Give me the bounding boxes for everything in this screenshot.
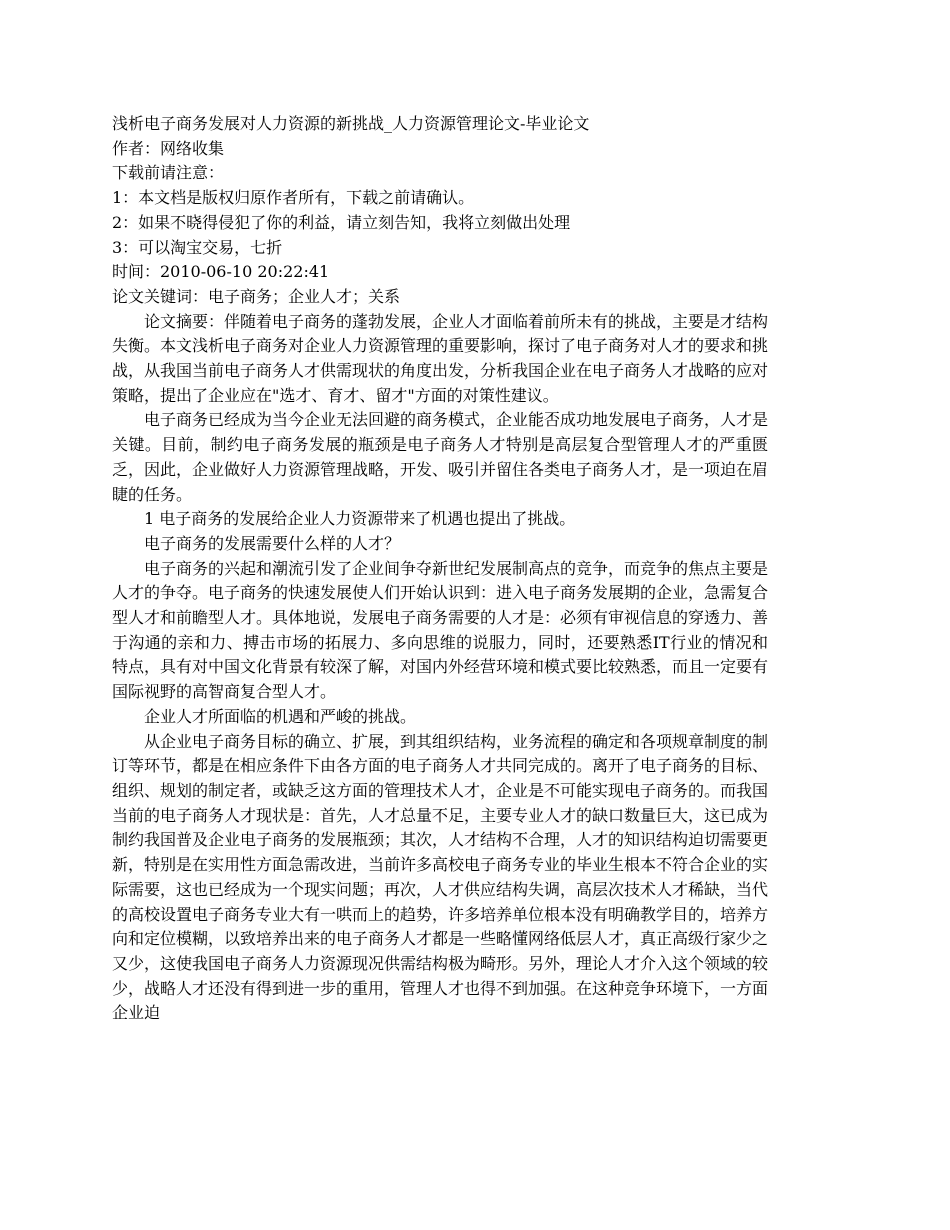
notice-item: 2：如果不晓得侵犯了你的利益，请立刻告知，我将立刻做出处理	[112, 212, 571, 232]
body-paragraph: 电子商务已经成为当今企业无法回避的商务模式，企业能否成功地发展电子商务，人才是关键。目前，制约电子商务发展的瓶颈是电子商务人才特别是高层复合型管理人才的严重匮乏，因此，企业做好人力资源管理战略，开发、吸引并留住各类电子商务人才，是一项迫在眉睫的任务。	[112, 410, 769, 504]
keywords-line: 论文关键词：电子商务；企业人才；关系	[112, 286, 401, 306]
abstract-paragraph: 论文摘要：伴随着电子商务的蓬勃发展，企业人才面临着前所未有的挑战，主要是才结构失衡。本文浅析电子商务对企业人力资源管理的重要影响，探讨了电子商务对人才的要求和挑战，从我国当前电子商务人才供需现状的角度出发，分析我国企业在电子商务人才战略的应对策略，提出了企业应在"选才、育才、留才"方面的对策性建议。	[112, 311, 769, 405]
subsection-heading: 电子商务的发展需要什么样的人才？	[144, 533, 401, 553]
document-page	[112, 112, 768, 1026]
notice-item: 3：可以淘宝交易，七折	[112, 237, 283, 257]
notice-item: 1：本文档是版权归原作者所有，下载之前请确认。	[112, 188, 475, 208]
body-paragraph: 电子商务的兴起和潮流引发了企业间争夺新世纪发展制高点的竞争，而竞争的焦点主要是人才的争夺。电子商务的快速发展使人们开始认识到：进入电子商务发展期的企业，急需复合型人才和前瞻型人才。具体地说，发展电子商务需要的人才是：必须有审视信息的穿透力、善于沟通的亲和力、搏击市场的拓展力、多向思维的说服力，同时，还要熟悉IT行业的情况和特点，具有对中国文化背景有较深了解，对国内外经营环境和模式要比较熟悉，而且一定要有国际视野的高智商复合型人才。	[112, 558, 769, 702]
document-title: 浅析电子商务发展对人力资源的新挑战_人力资源管理论文-毕业论文	[112, 114, 590, 133]
body-paragraph: 从企业电子商务目标的确立、扩展，到其组织结构，业务流程的确定和各项规章制度的制订等环节，都是在相应条件下由各方面的电子商务人才共同完成的。离开了电子商务的目标、组织、规划的制定者，或缺乏这方面的管理技术人才，企业是不可能实现电子商务的。而我国当前的电子商务人才现状是：首先，人才总量不足，主要专业人才的缺口数量巨大，这已成为制约我国普及企业电子商务的发展瓶颈；其次，人才结构不合理，人才的知识结构迫切需要更新，特别是在实用性方面急需改进，当前许多高校电子商务专业的毕业生根本不符合企业的实际需要，这也已经成为一个现实问题；再次，人才供应结构失调，高层次技术人才稀缺，当代的高校设置电子商务专业大有一哄而上的趋势，许多培养单位根本没有明确教学目的，培养方向和定位模糊，以致培养出来的电子商务人才都是一些略懂网络低层人才，真正高级行家少之又少，这使我国电子商务人力资源现况供需结构极为畸形。另外，理论人才介入这个领域的较少，战略人才还没有得到进一步的重用，管理人才也得不到加强。在这种竞争环境下，一方面企业迫	[112, 731, 769, 1023]
time-line: 时间：2010-06-10 20:22:41	[112, 262, 330, 282]
notice-heading: 下载前请注意：	[112, 163, 225, 183]
section-heading: 1 电子商务的发展给企业人力资源带来了机遇也提出了挑战。	[144, 509, 576, 529]
subsection-heading: 企业人才所面临的机遇和严峻的挑战。	[144, 706, 417, 726]
author-line: 作者：网络收集	[112, 138, 225, 158]
